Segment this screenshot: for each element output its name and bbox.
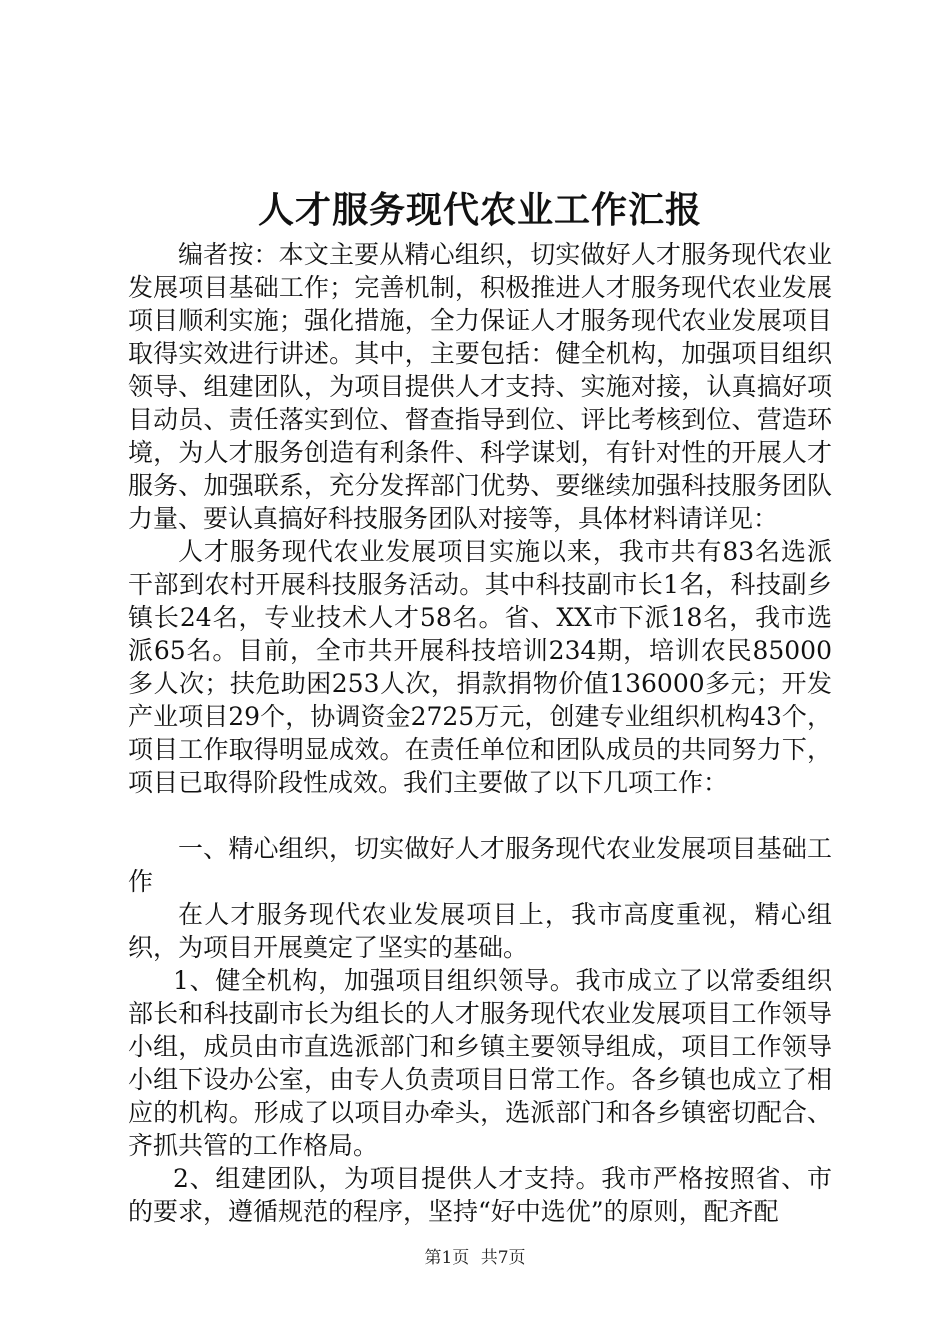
section-heading: 一、精心组织，切实做好人才服务现代农业发展项目基础工作 xyxy=(128,834,832,896)
item-2-paragraph: 2、组建团队，为项目提供人才支持。我市严格按照省、市的要求，遵循规范的程序，坚持“好中选优”的原则，配齐配 xyxy=(128,1164,832,1226)
item-1-paragraph: 1、健全机构，加强项目组织领导。我市成立了以常委组织部长和科技副市长为组长的人才服务现代农业发展项目工作领导小组，成员由市直选派部门和乡镇主要领导组成，项目工作领导小组下设办公室，由专人负责项目日常工作。各乡镇也成立了相应的机构。形成了以项目办牵头，选派部门和各乡镇密切配合、齐抓共管的工作格局。 xyxy=(128,966,832,1160)
page-number: 第1页 xyxy=(424,1248,470,1268)
paragraph-spacer xyxy=(128,799,832,832)
page-footer xyxy=(0,1243,950,1268)
summary-paragraph: 人才服务现代农业发展项目实施以来，我市共有83名选派干部到农村开展科技服务活动。其中科技副市长1名，科技副乡镇长24名，专业技术人才58名。省、XX市下派18名，我市选派65名。目前，全市共开展科技培训234期，培训农民85000多人次；扶危助困253人次，捐款捐物价值136000多元；开发产业项目29个，协调资金2725万元，创建专业组织机构43个，项目工作取得明显成效。在责任单位和团队成员的共同努力下，项目已取得阶段性成效。我们主要做了以下几项工作： xyxy=(128,537,832,797)
page-total: 共7页 xyxy=(480,1248,526,1268)
document-title: 人才服务现代农业工作汇报 xyxy=(257,189,702,231)
document-page xyxy=(128,180,832,1228)
section-intro-paragraph: 在人才服务现代农业发展项目上，我市高度重视，精心组织，为项目开展奠定了坚实的基础。 xyxy=(128,900,832,962)
editor-note-paragraph: 编者按：本文主要从精心组织，切实做好人才服务现代农业发展项目基础工作；完善机制，积极推进人才服务现代农业发展项目顺利实施；强化措施，全力保证人才服务现代农业发展项目取得实效进行讲述。其中，主要包括：健全机构，加强项目组织领导、组建团队，为项目提供人才支持、实施对接，认真搞好项目动员、责任落实到位、督查指导到位、评比考核到位、营造环境，为人才服务创造有利条件、科学谋划，有针对性的开展人才服务、加强联系，充分发挥部门优势、要继续加强科技服务团队力量、要认真搞好科技服务团队对接等，具体材料请详见： xyxy=(128,240,832,533)
